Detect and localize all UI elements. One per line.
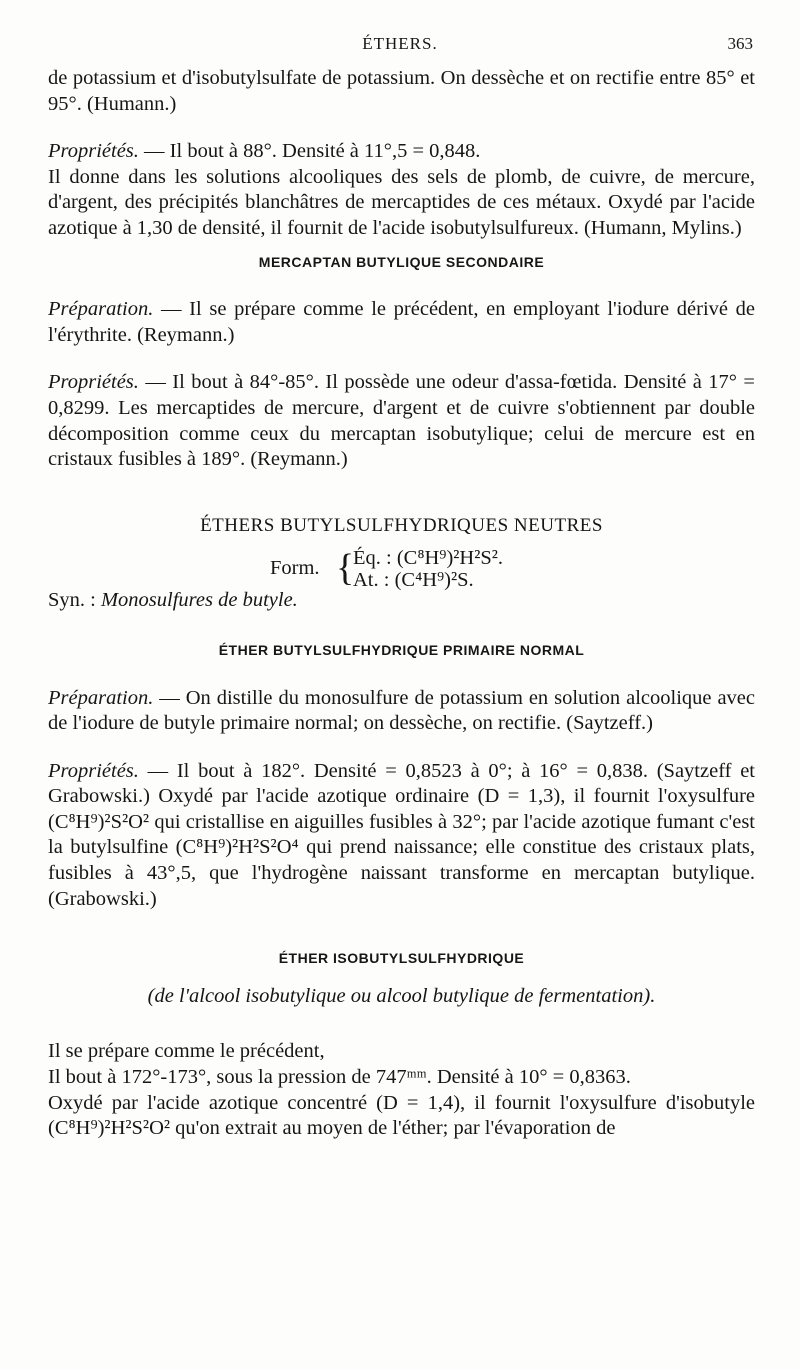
paragraph-6-text: — On distille du monosulfure de potassium en solution alcoolique avec de l'iodure de butyle primaire normal; on dessèche, on rectifie. (Saytzeff.) [48,686,755,735]
section-heading-ethers: ÉTHERS BUTYLSULFHYDRIQUES NEUTRES [200,514,603,536]
paragraph-4-text: — Il se prépare comme le précédent, en employant l'iodure dérivé de l'érythrite. (Reymann.) [48,298,755,346]
paragraph-2 [48,139,755,165]
paragraph-6 [48,686,755,737]
label-proprietes: Propriétés. [48,759,139,782]
paragraph-4 [48,297,755,348]
label-preparation: Préparation. [48,686,154,709]
label-preparation: Préparation. [48,298,154,321]
brace-glyph: { [336,547,355,590]
paragraph-1: de potassium et d'isobutylsulfate de potassium. On dessèche et on rectifie entre 85° et 95°. (Humann.) [48,67,755,115]
formula-equivalent: Éq. : (C⁸H⁹)²H²S². [353,547,504,570]
synonym-label: Syn. : [48,589,101,612]
formula-atomic: At. : (C⁴H⁹)²S. [353,569,474,592]
section-heading-isobutyl: ÉTHER ISOBUTYLSULFHYDRIQUE [278,950,525,967]
section-heading-mercaptan: MERCAPTAN BUTYLIQUE SECONDAIRE [258,253,545,270]
formula-block [48,546,755,594]
paragraph-8: Il se prépare comme le précédent, [48,1040,325,1063]
page-body [48,66,755,1142]
running-header: ÉTHERS. [362,34,438,53]
paragraph-10: Oxydé par l'acide azotique concentré (D = 1,4), il fournit l'oxysulfure d'isobutyle (C⁸H⁹)²H²S²O² qu'on extrait au moyen de l'éther; par l'évaporation de [48,1091,755,1140]
paragraph-5 [48,370,755,472]
paragraph-7 [48,759,755,913]
synonym-text: Monosulfures de butyle. [100,589,298,612]
section-heading-primaire: ÉTHER BUTYLSULFHYDRIQUE PRIMAIRE NORMAL [218,641,585,658]
formula-label: Form. [270,557,320,580]
paragraph-7-text: — Il bout à 182°. Densité = 0,8523 à 0°; à 16° = 0,838. (Saytzeff et Grabowski.) Oxydé par l'acide azotique ordinaire (D = 1,3), il fournit l'oxysulfure (C⁸H⁹)²S²O² qui cristallise en aiguilles fusibles à 32°; par l'acide azotique fumant c'est la butylsulfine (C⁸H⁹)²H²S²O⁴ qui prend naissance; elle constitue des cristaux plats, fusibles à 43°,5, que l'hydrogène naissant transforme en mercaptan butylique. (Grabowski.) [48,759,755,910]
section-subheading: (de l'alcool isobutylique ou alcool butylique de fermentation). [147,984,656,1007]
page-number: 363 [727,34,753,53]
label-proprietes: Propriétés. [48,140,139,163]
paragraph-3: Il donne dans les solutions alcooliques des sels de plomb, de cuivre, de mercure, d'argent, des précipités blanchâtres de mercaptides de ces métaux. Oxydé par l'acide azotique à 1,30 de densité, il fournit de l'acide isobutylsulfureux. (Humann, Mylins.) [48,165,755,239]
paragraph-2-text: — Il bout à 88°. Densité à 11°,5 = 0,848. [138,140,481,163]
paragraph-5-text: — Il bout à 84°-85°. Il possède une odeur d'assa-fœtida. Densité à 17° = 0,8299. Les mercaptides de mercure, d'argent et de cuivre s'obtiennent par double décomposition comme ceux du mercaptan isobutylique; celui de mercure est en cristaux fusibles à 189°. (Reymann.) [48,371,755,471]
paragraph-9: Il bout à 172°-173°, sous la pression de 747ᵐᵐ. Densité à 10° = 0,8363. [48,1066,631,1089]
label-proprietes: Propriétés. [48,371,139,394]
